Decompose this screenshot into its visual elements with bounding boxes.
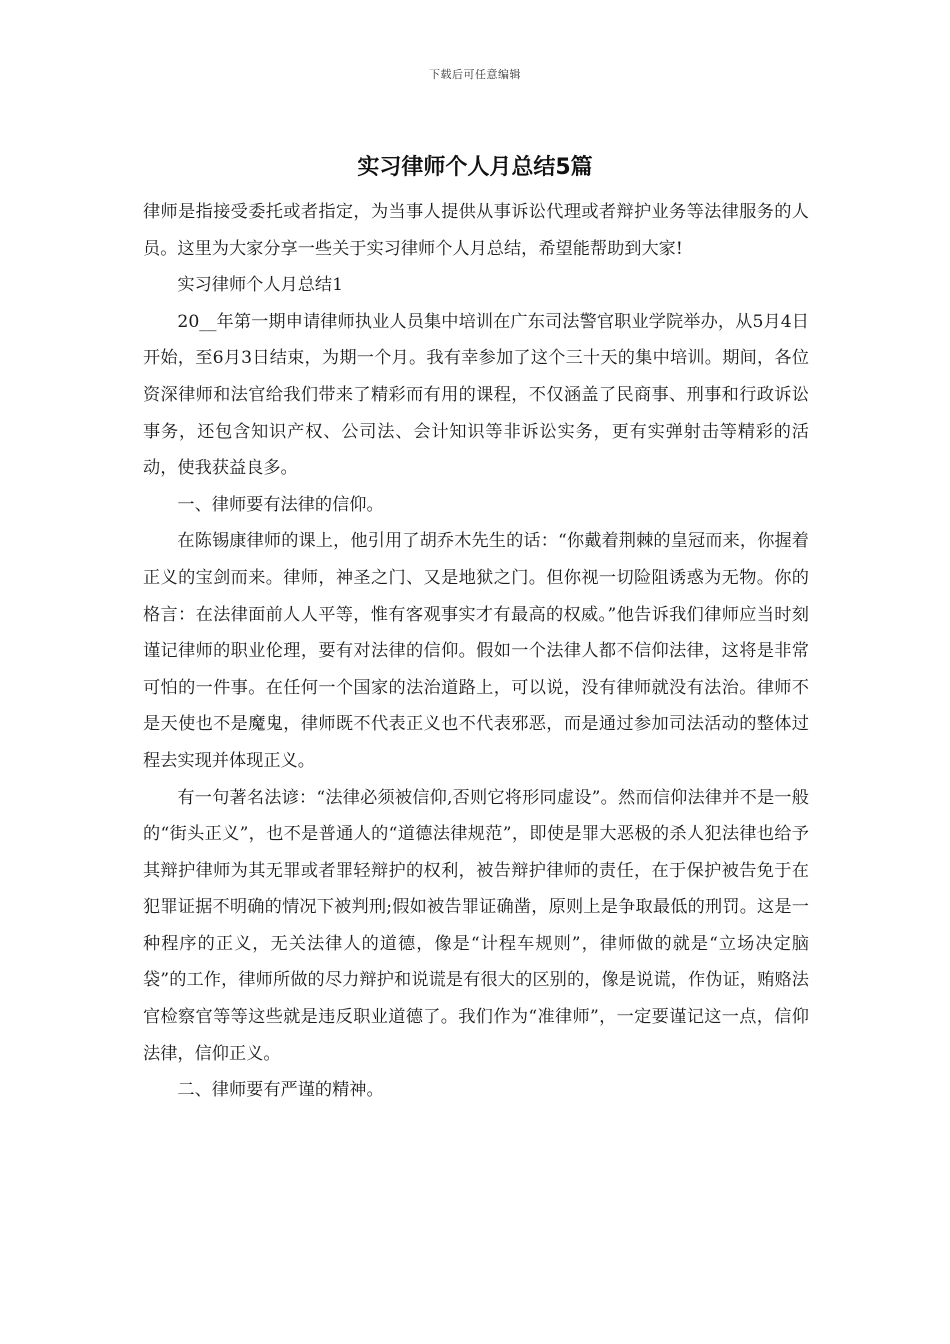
subheading-faith-in-law: 一、律师要有法律的信仰。 [177,494,384,515]
page-header-note: 下载后可任意编辑 [429,68,521,81]
body-paragraph-legal-maxim: 有一句著名法谚：“法律必须被信仰,否则它将形同虚设”。然而信仰法律并不是一般的“街头正义”，也不是普通人的“道德法律规范”，即使是罪大恶极的杀人犯法律也给予其辩护律师为其无罪或者罪轻辩护的权利，被告辩护律师的责任，在于保护被告免于在犯罪证据不明确的情况下被判刑;假如被告罪证确凿，原则上是争取最低的刑罚。这是一种程序的正义，无关法律人的道德，像是“计程车规则”，律师做的就是“立场决定脑袋”的工作，律师所做的尽力辩护和说谎是有很大的区别的，像是说谎，作伪证，贿赂法官检察官等等这些就是违反职业道德了。我们作为“准律师”，一定要谨记这一点，信仰法律，信仰正义。 [143,787,809,1064]
body-paragraph-training: 20__年第一期申请律师执业人员集中培训在广东司法警官职业学院举办，从5月4日开始，至6月3日结束，为期一个月。我有幸参加了这个三十天的集中培训。期间，各位资深律师和法官给我们带来了精彩而有用的课程，不仅涵盖了民商事、刑事和行政诉讼事务，还包含知识产权、公司法、会计知识等非诉讼实务，更有实弹射击等精彩的活动，使我获益良多。 [143,311,809,479]
body-paragraph-quote: 在陈锡康律师的课上，他引用了胡乔木先生的话：“你戴着荆棘的皇冠而来，你握着正义的宝剑而来。律师，神圣之门、又是地狱之门。但你视一切险阻诱惑为无物。你的格言：在法律面前人人平等，惟有客观事实才有最高的权威。”他告诉我们律师应当时刻谨记律师的职业伦理，要有对法律的信仰。假如一个法律人都不信仰法律，这将是非常可怕的一件事。在任何一个国家的法治道路上，可以说，没有律师就没有法治。律师不是天使也不是魔鬼，律师既不代表正义也不代表邪恶，而是通过参加司法活动的整体过程去实现并体现正义。 [143,531,809,771]
subheading-rigorous-spirit: 二、律师要有严谨的精神。 [177,1080,384,1101]
document-title: 实习律师个人月总结5篇 [357,155,593,180]
document-body [143,194,809,1109]
section-heading-summary-1: 实习律师个人月总结1 [177,275,344,296]
intro-paragraph: 律师是指接受委托或者指定，为当事人提供从事诉讼代理或者辩护业务等法律服务的人员。这里为大家分享一些关于实习律师个人月总结，希望能帮助到大家! [143,202,809,259]
